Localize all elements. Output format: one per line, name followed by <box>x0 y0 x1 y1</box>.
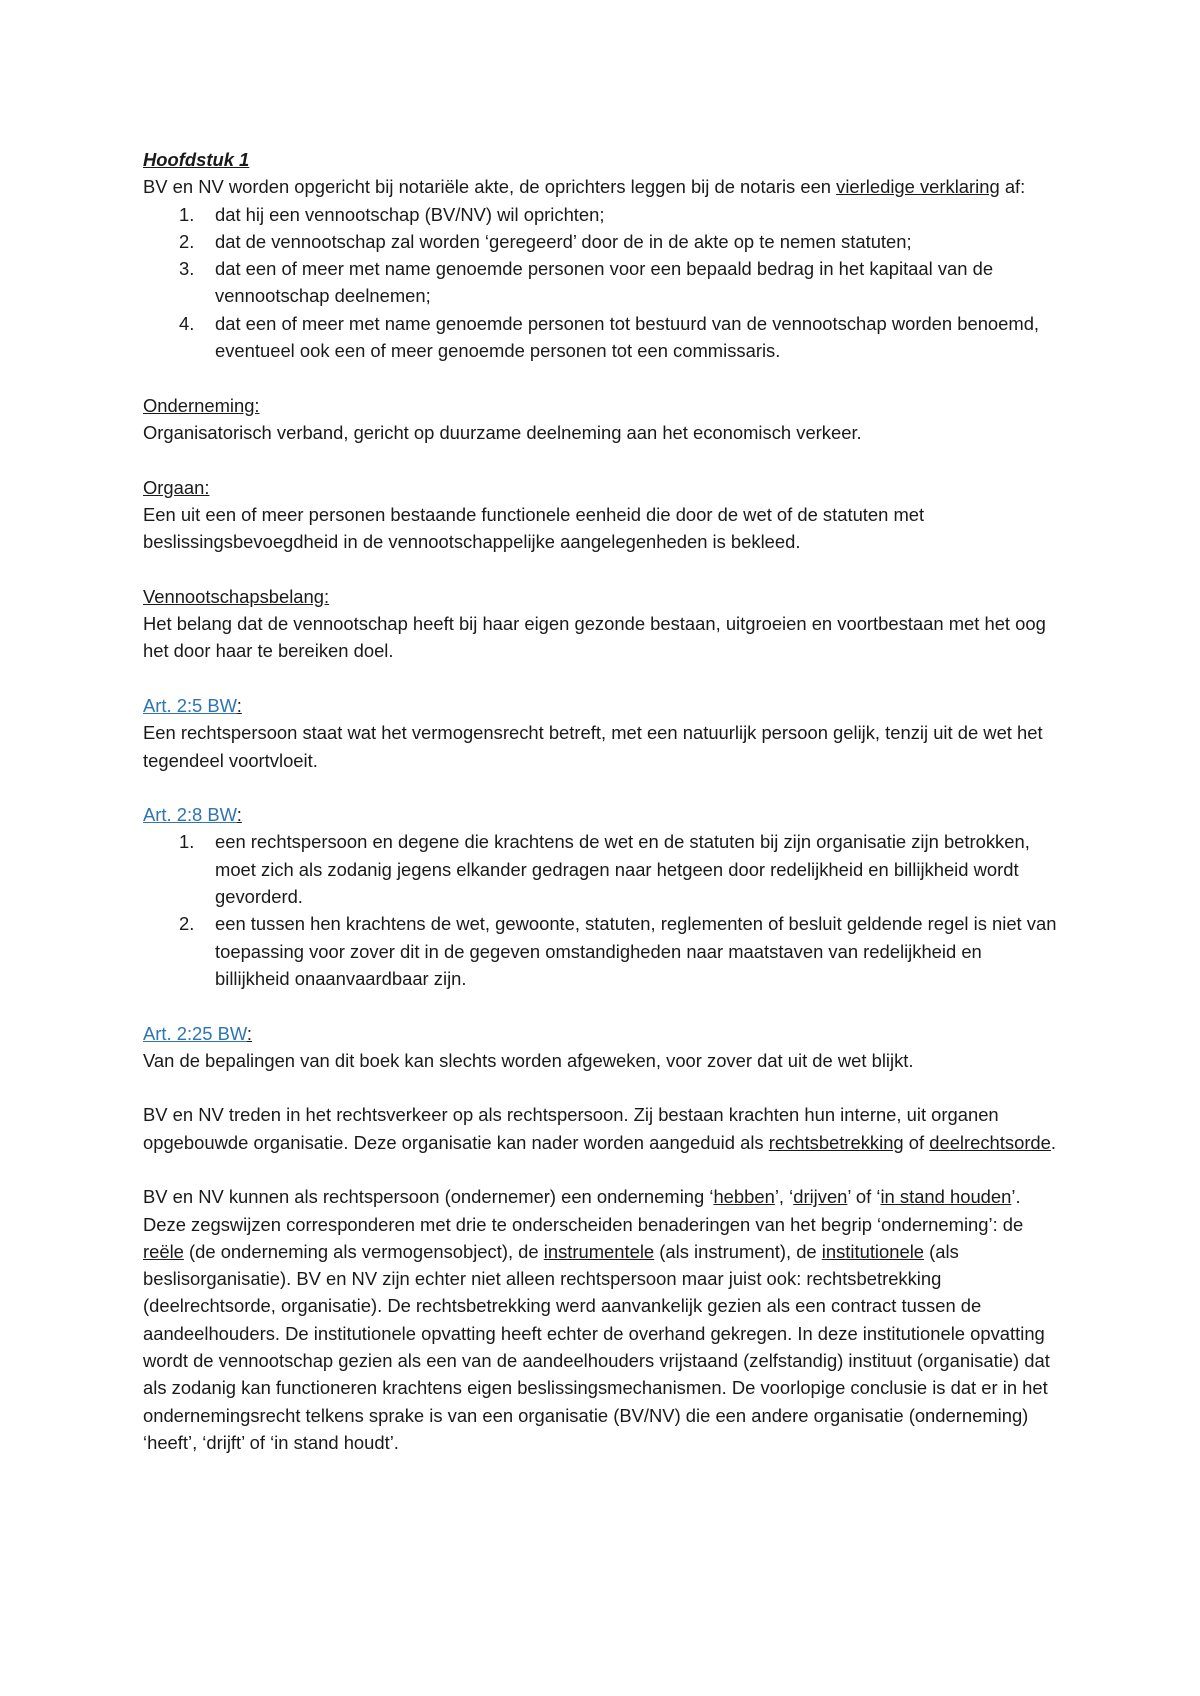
article-heading: Art. 2:25 BW: <box>143 1022 253 1044</box>
term-reele: reële <box>143 1240 184 1262</box>
term-instrumentele: instrumentele <box>543 1240 655 1262</box>
list-item: 3. dat een of meer met name genoemde personen voor een bepaald bedrag in het kapitaal van de vennootschap deelnemen; <box>179 258 994 307</box>
term-deelrechtsorde: deelrechtsorde <box>929 1131 1051 1153</box>
definition-term: Vennootschapsbelang: <box>143 585 330 607</box>
definition-text: Organisatorisch verband, gericht op duurzame deelneming aan het economisch verkeer. <box>143 421 862 443</box>
list-item: 1. een rechtspersoon en degene die krachtens de wet en de statuten bij zijn organisatie zijn betrokken, moet zich als zodanig jegens elkander gedragen naar hetgeen door redelijkheid en billijkheid wordt gevorderd. <box>179 831 1030 908</box>
article-text: Een rechtspersoon staat wat het vermogensrecht betreft, met een natuurlijk persoon gelijk, tenzij uit de wet het tegendeel voortvloeit. <box>143 722 1043 771</box>
definition-term: Onderneming: <box>143 394 260 416</box>
article-heading: Art. 2:8 BW: <box>143 804 242 826</box>
body-paragraph: BV en NV treden in het rechtsverkeer op als rechtspersoon. Zij bestaan krachten hun interne, uit organen opgebouwde organisatie. Deze organisatie kan nader worden aangeduid als rechtsbetrekking of deelrechtsorde. <box>143 1104 1057 1153</box>
article-2-8-list <box>143 828 1060 992</box>
term-hebben: hebben <box>713 1186 775 1208</box>
term-in-stand-houden: in stand houden <box>880 1186 1012 1208</box>
list-item: 2. dat de vennootschap zal worden ‘geregeerd’ door de in de akte op te nemen statuten; <box>179 230 912 252</box>
definition-term: Orgaan: <box>143 476 210 498</box>
intro-paragraph: BV en NV worden opgericht bij notariële akte, de oprichters leggen bij de notaris een vierledige verklaring af: <box>143 176 1026 198</box>
definition-text: Het belang dat de vennootschap heeft bij haar eigen gezonde bestaan, uitgroeien en voortbestaan met het oog het door haar te bereiken doel. <box>143 613 1046 662</box>
term-rechtsbetrekking: rechtsbetrekking <box>768 1131 904 1153</box>
term-vierledige-verklaring: vierledige verklaring <box>836 176 1000 198</box>
list-item: 2. een tussen hen krachtens de wet, gewoonte, statuten, reglementen of besluit geldende regel is niet van toepassing voor zover dit in de gegeven omstandigheden naar maatstaven van redelijkheid en billijkheid onaanvaardbaar zijn. <box>179 913 1057 989</box>
intro-list <box>143 201 1060 365</box>
article-heading: Art. 2:5 BW: <box>143 694 242 716</box>
article-link-2-5[interactable]: Art. 2:5 BW <box>143 694 237 716</box>
list-item: 4. dat een of meer met name genoemde personen tot bestuurd van de vennootschap worden benoemd, eventueel ook een of meer genoemde personen tot een commissaris. <box>179 312 1040 362</box>
article-link-2-8[interactable]: Art. 2:8 BW <box>143 804 237 826</box>
term-institutionele: institutionele <box>821 1240 925 1262</box>
list-item: 1. dat hij een vennootschap (BV/NV) wil oprichten; <box>179 203 605 225</box>
article-link-2-25[interactable]: Art. 2:25 BW <box>143 1022 247 1044</box>
definition-text: Een uit een of meer personen bestaande functionele eenheid die door de wet of de statuten met beslissingsbevoegdheid in de vennootschappelijke aangelegenheden is bekleed. <box>143 503 925 553</box>
term-drijven: drijven <box>793 1186 848 1208</box>
body-paragraph: BV en NV kunnen als rechtspersoon (ondernemer) een onderneming ‘hebben’, ‘drijven’ of ‘in stand houden’. Deze zegswijzen corresponderen met drie te onderscheiden benaderingen van het begrip ‘onderneming’: de reële (de onderneming als vermogensobject), de instrumentele (als instrument), de institutionele (als beslisorganisatie). BV en NV zijn echter niet alleen rechtspersoon maar juist ook: rechtsbetrekking (deelrechtsorde, organisatie). De rechtsbetrekking werd aanvankelijk gezien als een contract tussen de aandeelhouders. De institutionele opvatting heeft echter de overhand gekregen. In deze institutionele opvatting wordt de vennootschap gezien als een van de aandeelhouders vrijstaand (zelfstandig) instituut (organisatie) dat als zodanig kan functioneren krachtens eigen beslissingsmechanismen. De voorlopige conclusie is dat er in het ondernemingsrecht telkens sprake is van een organisatie (BV/NV) die een andere organisatie (onderneming) ‘heeft’, ‘drijft’ of ‘in stand houdt’. <box>143 1186 1050 1453</box>
article-text: Van de bepalingen van dit boek kan slechts worden afgeweken, voor zover dat uit de wet blijkt. <box>143 1049 914 1071</box>
chapter-heading: Hoofdstuk 1 <box>143 149 250 170</box>
